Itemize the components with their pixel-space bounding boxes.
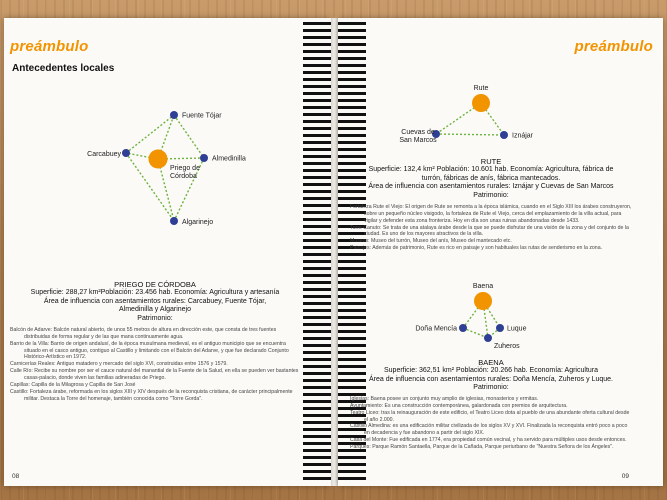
stripe-bar (303, 365, 331, 368)
stripe-bar (338, 337, 366, 340)
stripe-bar (338, 36, 366, 39)
stripe-bar (338, 267, 366, 270)
node-priego (149, 150, 168, 169)
heritage-item: Teatro Liceo: tras la reinauguración de este edificio, el Teatro Liceo dota al pueblo de una abundante oferta cultural desde el año 2.000. (350, 409, 630, 423)
stripe-bar (338, 288, 366, 291)
stripe-bar (338, 64, 366, 67)
stripe-bar (303, 428, 331, 431)
heritage-item: Fortaleza Rute el Viejo: El origen de Rute se remonta a la época islámica, cuando en el Siglo XIII los árabes construyeron, sobre un pequeño núcleo visigodo, la fortaleza de Rute el Viejo, cerca del emplazamiento de la villa actual, para vigilar y defender esta zona fronteriza. Hoy en día son unas ruinas abandonadas desde 1433. (350, 204, 632, 224)
heritage-item: Iglesias: Baena posee un conjunto muy amplio de iglesias, monasterios y ermitas. (350, 396, 539, 402)
stripe-bar (303, 442, 331, 445)
stripe-bar (303, 421, 331, 424)
stripe-bar (303, 99, 331, 102)
book-gutter (331, 18, 338, 486)
baena-info (350, 358, 632, 393)
stripe-bar (303, 260, 331, 263)
stripe-bar (303, 393, 331, 396)
heritage-item: Balcón de Adarve: Balcón natural abierto, de unos 55 metros de altura en dirección este, que consta de tres fuentes distribuidas de forma regular y de las que mana continuamente agua. (10, 327, 277, 340)
stripe-bar (303, 57, 331, 60)
priego-influence-diagram (87, 106, 246, 236)
baena-heritage-list (350, 396, 632, 451)
town-stats-line: Superficie: 362,51 km² Población: 20.266 hab. Economía: Agricultura (383, 367, 599, 375)
stripe-bar (338, 463, 366, 466)
heritage-title: Patrimonio: (473, 191, 509, 199)
page-number: 08 (12, 473, 20, 480)
heritage-item: Ayuntamiento: Es una construcción contemporánea, galardonada con premios de arquitectura. (350, 402, 568, 409)
stripe-bar (303, 288, 331, 291)
stripe-bar (303, 407, 331, 410)
stripe-bar (303, 106, 331, 109)
stripe-bar (303, 337, 331, 340)
stripe-bar (338, 295, 366, 298)
stripe-bar (303, 435, 331, 438)
node-luque (496, 324, 504, 332)
stripe-bar (338, 274, 366, 277)
label-almedinilla: Almedinilla (212, 155, 246, 163)
stripe-bar (338, 351, 366, 354)
stripe-bar (303, 176, 331, 179)
town-stats-line: Superficie: 288,27 km²Población: 23.456 hab. Economía: Agricultura y artesanía (30, 289, 280, 297)
heritage-item: Carnicerías Reales: Antiguo matadero y mercado del siglo XVI, construidas entre 1576 y 1579. (10, 361, 228, 368)
stripe-bar (303, 155, 331, 158)
label-priego-line-1: Priego de (170, 165, 200, 172)
stripe-bar (338, 134, 366, 137)
heritage-item: Parques: Parque Ramón Santaella, Parque de la Cañada, Parque periurbano de "Nuestra Señora de los Ángeles". (350, 444, 614, 451)
heritage-item: Casa del Monte: Fue edificada en 1774, era propiedad común vecinal, y ha servido para múltiples usos desde entonces. (350, 437, 627, 444)
stripe-bar (303, 372, 331, 375)
stripe-bar (303, 295, 331, 298)
town-stats-line: Superficie: 132,4 km² Población: 10.601 hab. Economía: Agricultura, fábrica de (368, 166, 614, 174)
stripe-bar (338, 43, 366, 46)
stripe-bar (303, 218, 331, 221)
stripe-bar (338, 92, 366, 95)
rute-influence-diagram (399, 68, 536, 148)
stripe-bar (303, 274, 331, 277)
stripe-bar (303, 239, 331, 242)
decorative-stripes (303, 18, 331, 486)
node-almedinilla (200, 154, 208, 162)
stripe-bar (338, 141, 366, 144)
stripe-bar (338, 316, 366, 319)
stripe-bar (338, 330, 366, 333)
town-name: BAENA (478, 358, 504, 367)
heritage-title: Patrimonio: (473, 384, 509, 392)
stripe-bar (303, 477, 331, 480)
label-cuevas-line-1: Cuevas de (401, 129, 435, 136)
stripe-bar (303, 470, 331, 473)
stripe-bar (303, 85, 331, 88)
stripe-bar (303, 169, 331, 172)
stripe-bar (303, 351, 331, 354)
stripe-bar (338, 113, 366, 116)
heritage-item: Barrio de la Villa: Barrio de origen andalusí, de la época musulmana medieval, es el antiguo municipio que se encuentra situado en el casco antiguo, contiguo al Castillo y limitando con el Balcón del Adarve, y que fue declarado Conjunto Histórico-Artístico en 1972. (10, 340, 289, 361)
town-stats-line: Área de influencia con asentamientos rurales: Doña Mencía, Zuheros y Luque. (369, 375, 613, 383)
stripe-bar (303, 120, 331, 123)
stripe-bar (338, 344, 366, 347)
left-page (4, 18, 331, 486)
node-iznajar (500, 131, 508, 139)
label-iznajar: Iznájar (512, 132, 534, 140)
stripe-bar (338, 253, 366, 256)
stripe-bar (303, 379, 331, 382)
town-stats-line: Almedinilla y Algarinejo (119, 306, 191, 314)
stripe-bar (303, 302, 331, 305)
label-zuheros: Zuheros (494, 343, 520, 350)
town-stats-line: turrón, fábricas de anís, fábrica mantecados. (421, 174, 561, 182)
stripe-bar (303, 449, 331, 452)
heritage-item: Castillo: Fortaleza árabe, reformada en los siglos XIII y XIV después de la reconquista cristiana, de carácter principalmente militar. Destaca la Torre del homenaje, también conocida como "Torre Gorda". (10, 388, 293, 402)
label-cuevas-line-2: San Marcos (399, 137, 437, 144)
stripe-bar (303, 253, 331, 256)
stripe-bar (303, 36, 331, 39)
stripe-bar (338, 22, 366, 25)
stripe-bar (303, 267, 331, 270)
stripe-bar (338, 57, 366, 60)
stripe-bar (303, 190, 331, 193)
stripe-bar (303, 71, 331, 74)
node-algarinejo (170, 217, 178, 225)
stripe-bar (303, 316, 331, 319)
label-priego-line-2: Córdoba (170, 173, 197, 180)
stripe-bar (338, 29, 366, 32)
label-baena: Baena (472, 283, 494, 290)
section-title: Antecedentes locales (12, 63, 115, 74)
town-stats-line: Área de influencia con asentamientos rurales: Carcabuey, Fuente Tójar, (43, 297, 267, 305)
town-stats-line: Área de influencia con asentamientos rurales: Iznájar y Cuevas de San Marcos (368, 183, 614, 191)
rute-info (350, 157, 632, 200)
heritage-item: Paisajes: Además de patrimonio, Rute es rico en paisaje y son habituales las rutas de senderismo en la zona. (350, 245, 603, 252)
node-fuente-tojar (170, 111, 178, 119)
stripe-bar (338, 302, 366, 305)
stripe-bar (303, 386, 331, 389)
stripe-bar (303, 141, 331, 144)
stripe-bar (303, 323, 331, 326)
node-baena (474, 292, 492, 310)
stripe-bar (338, 71, 366, 74)
heritage-item: Castillo Almedina: es una edificación militar civilizada de los siglos XV y XVI. Finalizada la reconquista entró poco a poco en decadencia y fue abandono a partir del siglo XIX. (350, 423, 628, 437)
stripe-bar (303, 50, 331, 53)
rute-heritage-list (350, 204, 632, 252)
stripe-bar (303, 400, 331, 403)
label-luque: Luque (507, 325, 527, 333)
stripe-bar (338, 78, 366, 81)
stripe-bar (303, 43, 331, 46)
stripe-bar (303, 414, 331, 417)
priego-info (10, 280, 300, 323)
stripe-bar (303, 113, 331, 116)
stripe-bar (303, 232, 331, 235)
town-name: PRIEGO DE CÓRDOBA (114, 280, 196, 289)
stripe-bar (303, 22, 331, 25)
stripe-bar (303, 330, 331, 333)
label-carcabuey: Carcabuey (87, 151, 121, 158)
node-dona-mencia (459, 324, 467, 332)
stripe-bar (338, 323, 366, 326)
stripe-bar (303, 225, 331, 228)
heritage-item: Torre Canuto: Se trata de una atalaya árabe desde la que se puede disfrutar de una visión de la zona y del conjunto de la ciudad. Es uno de los mayores atractivos de la villa. (350, 224, 629, 238)
brand-title: preámbulo (574, 38, 653, 55)
label-dona-mencia: Doña Mencía (415, 325, 457, 333)
stripe-bar (303, 344, 331, 347)
heritage-item: Museos: Museo del turrón, Museo del anís, Museo del mantecado etc. (350, 238, 512, 245)
priego-heritage-list (10, 327, 300, 402)
stripe-bar (303, 78, 331, 81)
stripe-bar (303, 246, 331, 249)
heritage-item: Capillas: Capilla de la Milagrosa y Capilla de San José (10, 381, 136, 388)
stripe-bar (303, 92, 331, 95)
stripe-bar (303, 162, 331, 165)
stripe-bar (338, 470, 366, 473)
stripe-bar (338, 260, 366, 263)
right-page (338, 18, 663, 486)
heritage-item: Calle Río: Recibe su nombre por ser el cauce natural del manantial de la Fuente de la Salud, en ella se pueden ver bastantes casas-palacio, donde viven las familias adineradas de Priego. (10, 368, 299, 382)
stripe-bar (338, 85, 366, 88)
brand-title: preámbulo (10, 38, 89, 55)
town-name: RUTE (480, 157, 502, 166)
stripe-bar (338, 106, 366, 109)
stripe-bar (338, 309, 366, 312)
page-number: 09 (621, 473, 629, 480)
stripe-bar (303, 127, 331, 130)
stripe-bar (303, 197, 331, 200)
stripe-bar (303, 29, 331, 32)
stripe-bar (303, 148, 331, 151)
label-algarinejo: Algarinejo (182, 219, 214, 226)
stripe-bar (303, 281, 331, 284)
stripe-bar (338, 477, 366, 480)
stripe-bar (338, 50, 366, 53)
label-fuente-tojar: Fuente Tójar (182, 112, 222, 120)
stripe-bar (338, 99, 366, 102)
stripe-bar (338, 148, 366, 151)
stripe-bar (303, 358, 331, 361)
stripe-bar (303, 204, 331, 207)
stripe-bar (303, 456, 331, 459)
stripe-bar (303, 64, 331, 67)
stripe-bar (303, 463, 331, 466)
node-rute (472, 94, 490, 112)
heritage-title: Patrimonio: (137, 314, 173, 322)
stripe-bar (303, 309, 331, 312)
node-zuheros (484, 334, 492, 342)
label-rute: Rute (473, 85, 489, 92)
stripe-bar (303, 183, 331, 186)
stripe-bar (338, 127, 366, 130)
stripe-bar (338, 120, 366, 123)
node-carcabuey (122, 149, 130, 157)
stripe-bar (338, 281, 366, 284)
stripe-bar (338, 456, 366, 459)
stripe-bar (303, 211, 331, 214)
stripe-bar (303, 134, 331, 137)
baena-influence-diagram (415, 280, 536, 352)
